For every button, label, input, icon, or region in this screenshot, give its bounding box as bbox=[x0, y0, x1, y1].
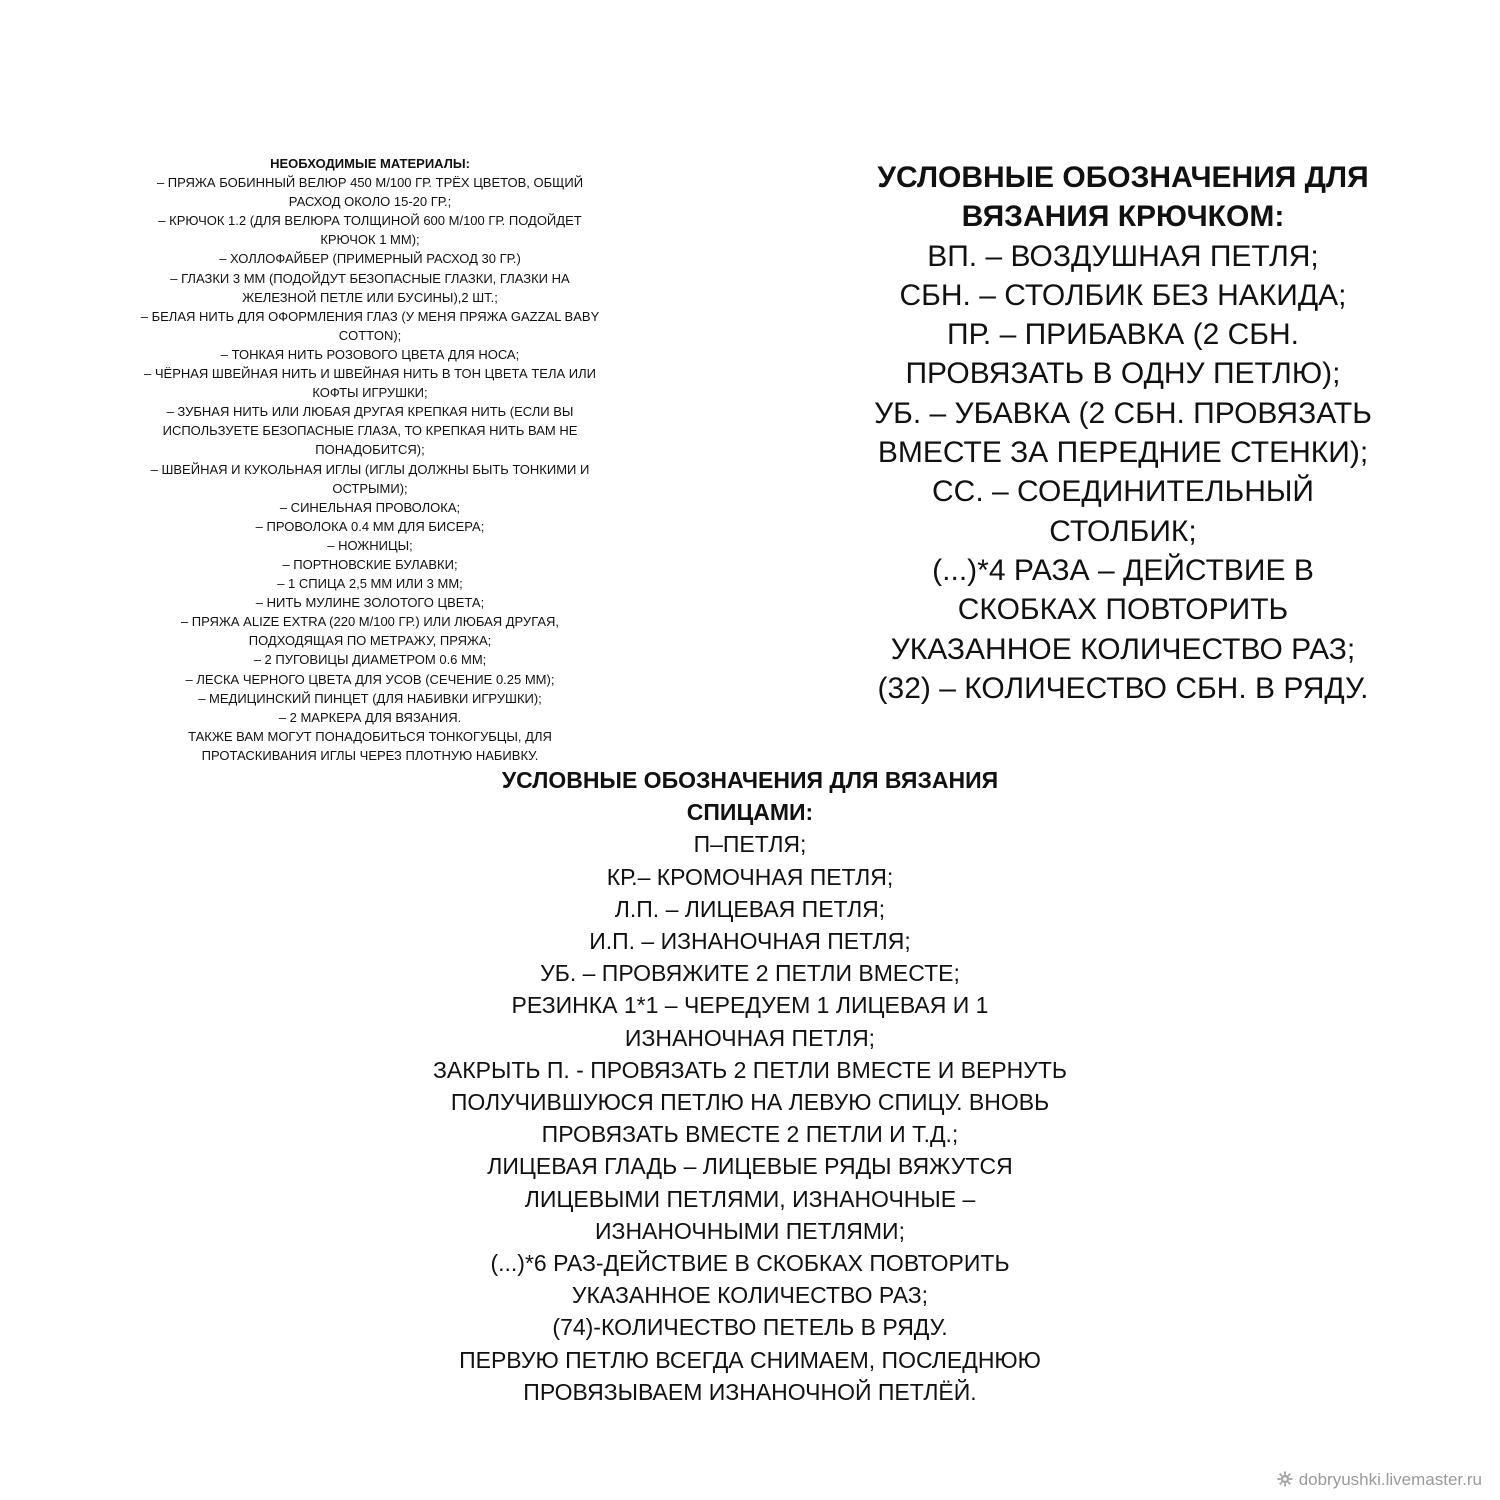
materials-line: – СИНЕЛЬНАЯ ПРОВОЛОКА; bbox=[279, 499, 461, 515]
materials-line: ПОНАДОБИТСЯ); bbox=[315, 442, 425, 458]
materials-line: ПРОТАСКИВАНИЯ ИГЛЫ ЧЕРЕЗ ПЛОТНУЮ НАБИВКУ. bbox=[201, 747, 539, 763]
materials-line: КОФТЫ ИГРУШКИ; bbox=[312, 385, 428, 401]
knitting-line: Л.П. – ЛИЦЕВАЯ ПЕТЛЯ; bbox=[614, 895, 886, 922]
knitting-line: ЛИЦЕВАЯ ГЛАДЬ – ЛИЦЕВЫЕ РЯДЫ ВЯЖУТСЯ bbox=[487, 1153, 1013, 1180]
materials-line: ИСПОЛЬЗУЕТЕ БЕЗОПАСНЫЕ ГЛАЗА, ТО КРЕПКАЯ НИТЬ ВАМ НЕ bbox=[162, 423, 578, 439]
crochet-line: (...)*4 РАЗА – ДЕЙСТВИЕ В bbox=[932, 553, 1314, 587]
materials-line: – 2 МАРКЕРА ДЛЯ ВЯЗАНИЯ. bbox=[278, 709, 462, 725]
materials-heading: НЕОБХОДИМЫЕ МАТЕРИАЛЫ: bbox=[270, 156, 470, 171]
knitting-line: ИЗНАНОЧНАЯ ПЕТЛЯ; bbox=[624, 1024, 876, 1051]
knitting-heading: УСЛОВНЫЕ ОБОЗНАЧЕНИЯ ДЛЯ ВЯЗАНИЯ bbox=[501, 767, 999, 793]
crochet-line: СБН. – СТОЛБИК БЕЗ НАКИДА; bbox=[899, 278, 1347, 312]
materials-line: – ПРЯЖА БОБИННЫЙ ВЕЛЮР 450 М/100 ГР. ТРЁХ ЦВЕТОВ, ОБЩИЙ bbox=[156, 175, 584, 191]
materials-line: КРЮЧОК 1 ММ); bbox=[320, 232, 420, 248]
crochet-line: ВМЕСТЕ ЗА ПЕРЕДНИЕ СТЕНКИ); bbox=[877, 436, 1369, 470]
watermark bbox=[1277, 1470, 1482, 1490]
knitting-heading: СПИЦАМИ: bbox=[686, 799, 814, 826]
materials-line: – ЧЁРНАЯ ШВЕЙНАЯ НИТЬ И ШВЕЙНАЯ НИТЬ В ТОН ЦВЕТА ТЕЛА ИЛИ bbox=[144, 366, 596, 382]
knitting-legend-section bbox=[340, 764, 1160, 1408]
materials-line: COTTON); bbox=[338, 327, 402, 343]
crochet-line: СКОБКАХ ПОВТОРИТЬ bbox=[957, 593, 1289, 627]
knitting-line: И.П. – ИЗНАНОЧНАЯ ПЕТЛЯ; bbox=[589, 928, 911, 955]
materials-line: ПОДХОДЯЩАЯ ПО МЕТРАЖУ, ПРЯЖА; bbox=[248, 633, 492, 649]
knitting-line: РЕЗИНКА 1*1 – ЧЕРЕДУЕМ 1 ЛИЦЕВАЯ И 1 bbox=[511, 992, 989, 1019]
materials-line: ЖЕЛЕЗНОЙ ПЕТЛЕ ИЛИ БУСИНЫ),2 ШТ.; bbox=[242, 289, 498, 305]
knitting-line: ЗАКРЫТЬ П. - ПРОВЯЗАТЬ 2 ПЕТЛИ ВМЕСТЕ И ВЕРНУТЬ bbox=[432, 1056, 1068, 1083]
crochet-line: ПР. – ПРИБАВКА (2 СБН. bbox=[947, 318, 1299, 352]
materials-line: – ПРОВОЛОКА 0.4 ММ ДЛЯ БИСЕРА; bbox=[255, 518, 485, 534]
knitting-line: ПРОВЯЗЫВАЕМ ИЗНАНОЧНОЙ ПЕТЛЁЙ. bbox=[523, 1378, 977, 1405]
knitting-line: (74)-КОЛИЧЕСТВО ПЕТЕЛЬ В РЯДУ. bbox=[552, 1314, 948, 1341]
materials-line: – КРЮЧОК 1.2 (ДЛЯ ВЕЛЮРА ТОЛЩИНОЙ 600 М/100 ГР. ПОДОЙДЕТ bbox=[158, 213, 582, 229]
materials-line: – ПРЯЖА ALIZE EXTRA (220 М/100 ГР.) ИЛИ ЛЮБАЯ ДРУГАЯ, bbox=[180, 614, 560, 630]
materials-line: – 2 ПУГОВИЦЫ ДИАМЕТРОМ 0.6 ММ; bbox=[253, 652, 487, 668]
knitting-line: (...)*6 РАЗ-ДЕЙСТВИЕ В СКОБКАХ ПОВТОРИТЬ bbox=[490, 1250, 1010, 1277]
materials-line: – ТОНКАЯ НИТЬ РОЗОВОГО ЦВЕТА ДЛЯ НОСА; bbox=[220, 346, 520, 362]
knitting-line: ПЕРВУЮ ПЕТЛЮ ВСЕГДА СНИМАЕМ, ПОСЛЕДНЮЮ bbox=[459, 1346, 1041, 1373]
materials-line: – НОЖНИЦЫ; bbox=[327, 537, 413, 553]
crochet-legend-section bbox=[838, 158, 1408, 708]
crochet-line: СТОЛБИК; bbox=[1049, 514, 1197, 548]
knitting-line: ЛИЦЕВЫМИ ПЕТЛЯМИ, ИЗНАНОЧНЫЕ – bbox=[524, 1185, 976, 1212]
knitting-line: П–ПЕТЛЯ; bbox=[693, 831, 807, 858]
knitting-line: КР.– КРОМОЧНАЯ ПЕТЛЯ; bbox=[606, 863, 894, 890]
crochet-heading: ВЯЗАНИЯ КРЮЧКОМ: bbox=[961, 200, 1285, 234]
gear-icon bbox=[1277, 1471, 1293, 1487]
crochet-line: ВП. – ВОЗДУШНАЯ ПЕТЛЯ; bbox=[927, 239, 1319, 273]
materials-line: – ХОЛЛОФАЙБЕР (ПРИМЕРНЫЙ РАСХОД 30 ГР.) bbox=[219, 251, 521, 267]
knitting-line: ИЗНАНОЧНЫМИ ПЕТЛЯМИ; bbox=[595, 1217, 905, 1244]
materials-line: – ШВЕЙНАЯ И КУКОЛЬНАЯ ИГЛЫ (ИГЛЫ ДОЛЖНЫ БЫТЬ ТОНКИМИ И bbox=[150, 461, 590, 477]
materials-line: – ПОРТНОВСКИЕ БУЛАВКИ; bbox=[282, 556, 458, 572]
knitting-line: ПОЛУЧИВШУЮСЯ ПЕТЛЮ НА ЛЕВУЮ СПИЦУ. ВНОВЬ bbox=[450, 1089, 1050, 1116]
materials-line: – МЕДИЦИНСКИЙ ПИНЦЕТ (ДЛЯ НАБИВКИ ИГРУШКИ); bbox=[198, 690, 542, 706]
crochet-line: УКАЗАННОЕ КОЛИЧЕСТВО РАЗ; bbox=[890, 632, 1356, 666]
materials-line: – БЕЛАЯ НИТЬ ДЛЯ ОФОРМЛЕНИЯ ГЛАЗ (У МЕНЯ ПРЯЖА GAZZAL BABY bbox=[140, 308, 600, 324]
materials-line: – ЗУБНАЯ НИТЬ ИЛИ ЛЮБАЯ ДРУГАЯ КРЕПКАЯ НИТЬ (ЕСЛИ ВЫ bbox=[166, 404, 574, 420]
crochet-line: (32) – КОЛИЧЕСТВО СБН. В РЯДУ. bbox=[877, 671, 1369, 705]
knitting-line: ПРОВЯЗАТЬ ВМЕСТЕ 2 ПЕТЛИ И Т.Д.; bbox=[541, 1121, 959, 1148]
knitting-line: УБ. – ПРОВЯЖИТЕ 2 ПЕТЛИ ВМЕСТЕ; bbox=[540, 960, 960, 987]
materials-line: ТАКЖЕ ВАМ МОГУТ ПОНАДОБИТЬСЯ ТОНКОГУБЦЫ, ДЛЯ bbox=[188, 728, 552, 744]
materials-line: – ГЛАЗКИ 3 ММ (ПОДОЙДУТ БЕЗОПАСНЫЕ ГЛАЗКИ, ГЛАЗКИ НА bbox=[170, 270, 570, 286]
materials-line: РАСХОД ОКОЛО 15-20 ГР.; bbox=[288, 194, 452, 210]
materials-line: ОСТРЫМИ); bbox=[332, 480, 408, 496]
crochet-line: ПРОВЯЗАТЬ В ОДНУ ПЕТЛЮ); bbox=[905, 357, 1341, 391]
materials-line: – НИТЬ МУЛИНЕ ЗОЛОТОГО ЦВЕТА; bbox=[255, 595, 485, 611]
crochet-line: СС. – СОЕДИНИТЕЛЬНЫЙ bbox=[932, 475, 1314, 509]
watermark-text: dobryushki.livemaster.ru bbox=[1298, 1470, 1482, 1489]
materials-line: – 1 СПИЦА 2,5 ММ ИЛИ 3 ММ; bbox=[277, 576, 463, 592]
knitting-line: УКАЗАННОЕ КОЛИЧЕСТВО РАЗ; bbox=[571, 1282, 929, 1309]
crochet-heading: УСЛОВНЫЕ ОБОЗНАЧЕНИЯ ДЛЯ bbox=[877, 161, 1369, 194]
materials-section bbox=[100, 154, 640, 765]
materials-line: – ЛЕСКА ЧЕРНОГО ЦВЕТА ДЛЯ УСОВ (СЕЧЕНИЕ 0.25 ММ); bbox=[185, 671, 555, 687]
crochet-line: УБ. – УБАВКА (2 СБН. ПРОВЯЗАТЬ bbox=[874, 396, 1372, 430]
